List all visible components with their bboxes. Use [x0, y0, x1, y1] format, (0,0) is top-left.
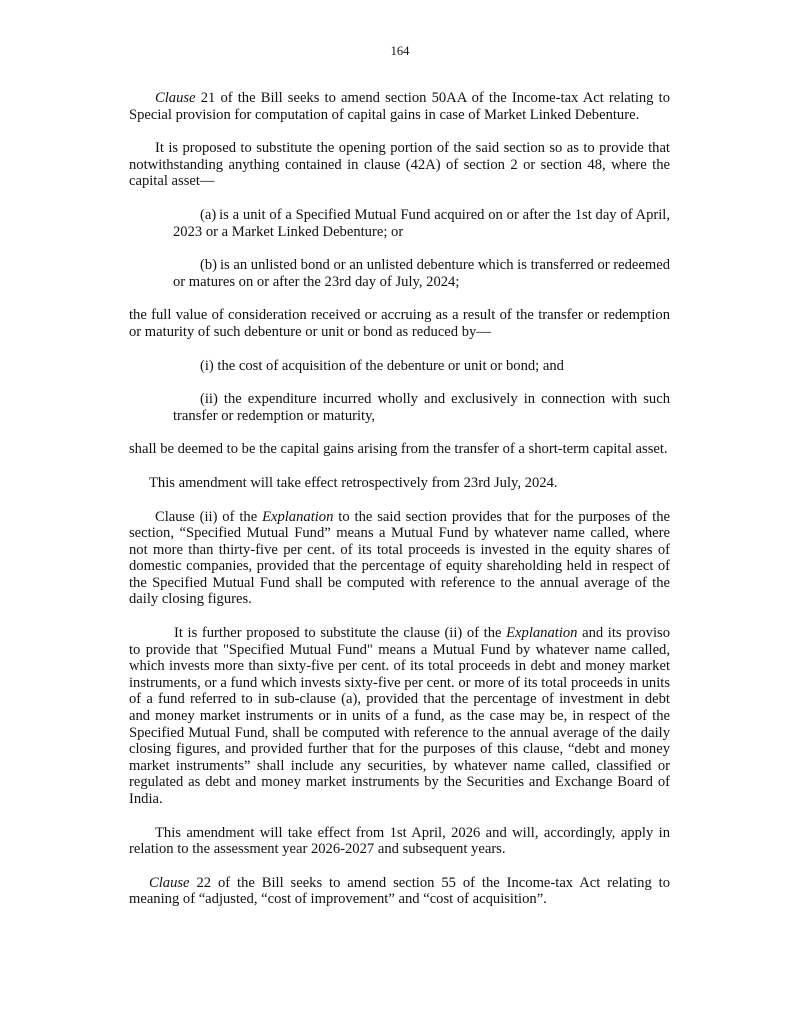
consideration-paragraph: the full value of consideration received or accruing as a result of the transfer or redemption or maturity of such debenture or unit or bond as reduced by— [129, 307, 670, 340]
further-explanation-term: Explanation [506, 625, 578, 642]
proposal-paragraph: It is proposed to substitute the opening portion of the said section so as to provide that notwithstanding anything contained in clause (42A) of section 2 or section 48, where the capital asset— [129, 140, 670, 190]
document-body [129, 90, 670, 908]
clause-21-text: 21 of the Bill seeks to amend section 50AA of the Income-tax Act relating to Special provision for computation of capital gains in case of Market Linked Debenture. [129, 90, 670, 123]
item-i: (i) the cost of acquisition of the debenture or unit or bond; and [200, 357, 564, 374]
effective-date-paragraph: This amendment will take effect from 1st April, 2026 and will, accordingly, apply in relation to the assessment year 2026-2027 and subsequent years. [129, 824, 670, 858]
clause-22-paragraph [129, 875, 670, 908]
further-before: It is further proposed to substitute the clause (ii) of the [174, 625, 507, 642]
explanation-term: Explanation [262, 508, 334, 525]
explanation-clause-paragraph [129, 509, 670, 609]
item-b: (b) is an unlisted bond or an unlisted debenture which is transferred or redeemed or matures on or after the 23rd day of July, 2024; [173, 257, 670, 290]
item-ii: (ii) the expenditure incurred wholly and exclusively in connection with such transfer or redemption or maturity, [173, 391, 670, 424]
item-a: (a) is a unit of a Specified Mutual Fund acquired on or after the 1st day of April, 2023 or a Market Linked Debenture; or [173, 206, 670, 240]
deemed-paragraph: shall be deemed to be the capital gains arising from the transfer of a short-term capital asset. [129, 441, 668, 458]
clause-22-text: 22 of the Bill seeks to amend section 55 of the Income-tax Act relating to meaning of “adjusted, “cost of improvement” and “cost of acquisition”. [129, 874, 670, 908]
retrospective-effect-paragraph: This amendment will take effect retrospectively from 23rd July, 2024. [149, 474, 558, 491]
page-number: 164 [390, 44, 410, 58]
explanation-before: Clause (ii) of the [155, 508, 263, 525]
clause-21-paragraph [129, 90, 670, 123]
explanation-after: to the said section provides that for the purposes of the section, “Specified Mutual Fund” means a Mutual Fund by whatever name called, where not more than thirty-five per cent. of its total proceeds is invested in the equity shares of domestic companies, provided that the percentage of equity shareholding held in respect of the Specified Mutual Fund shall be computed with reference to the annual average of the daily closing figures. [129, 508, 670, 608]
clause-22-label: Clause [149, 874, 190, 891]
clause-label: Clause [155, 90, 196, 106]
further-proposal-paragraph [129, 625, 670, 808]
further-after: and its proviso to provide that "Specified Mutual Fund" means a Mutual Fund by whatever name called, which invests more than sixty-five per cent. of its total proceeds in debt and money market instruments, or a fund which invests sixty-five per cent. or more of its total proceeds in units of a fund referred to in sub-clause (a), provided that the percentage of investment in debt and money market instruments or in units of a fund, as the case may be, in respect of the Specified Mutual Fund, shall be computed with reference to the annual average of the daily closing figures, and provided further that for the purposes of this clause, “debt and money market instruments” shall include any securities, by whatever name called, classified or regulated as debt and money market instruments by the Securities and Exchange Board of India. [129, 625, 671, 807]
